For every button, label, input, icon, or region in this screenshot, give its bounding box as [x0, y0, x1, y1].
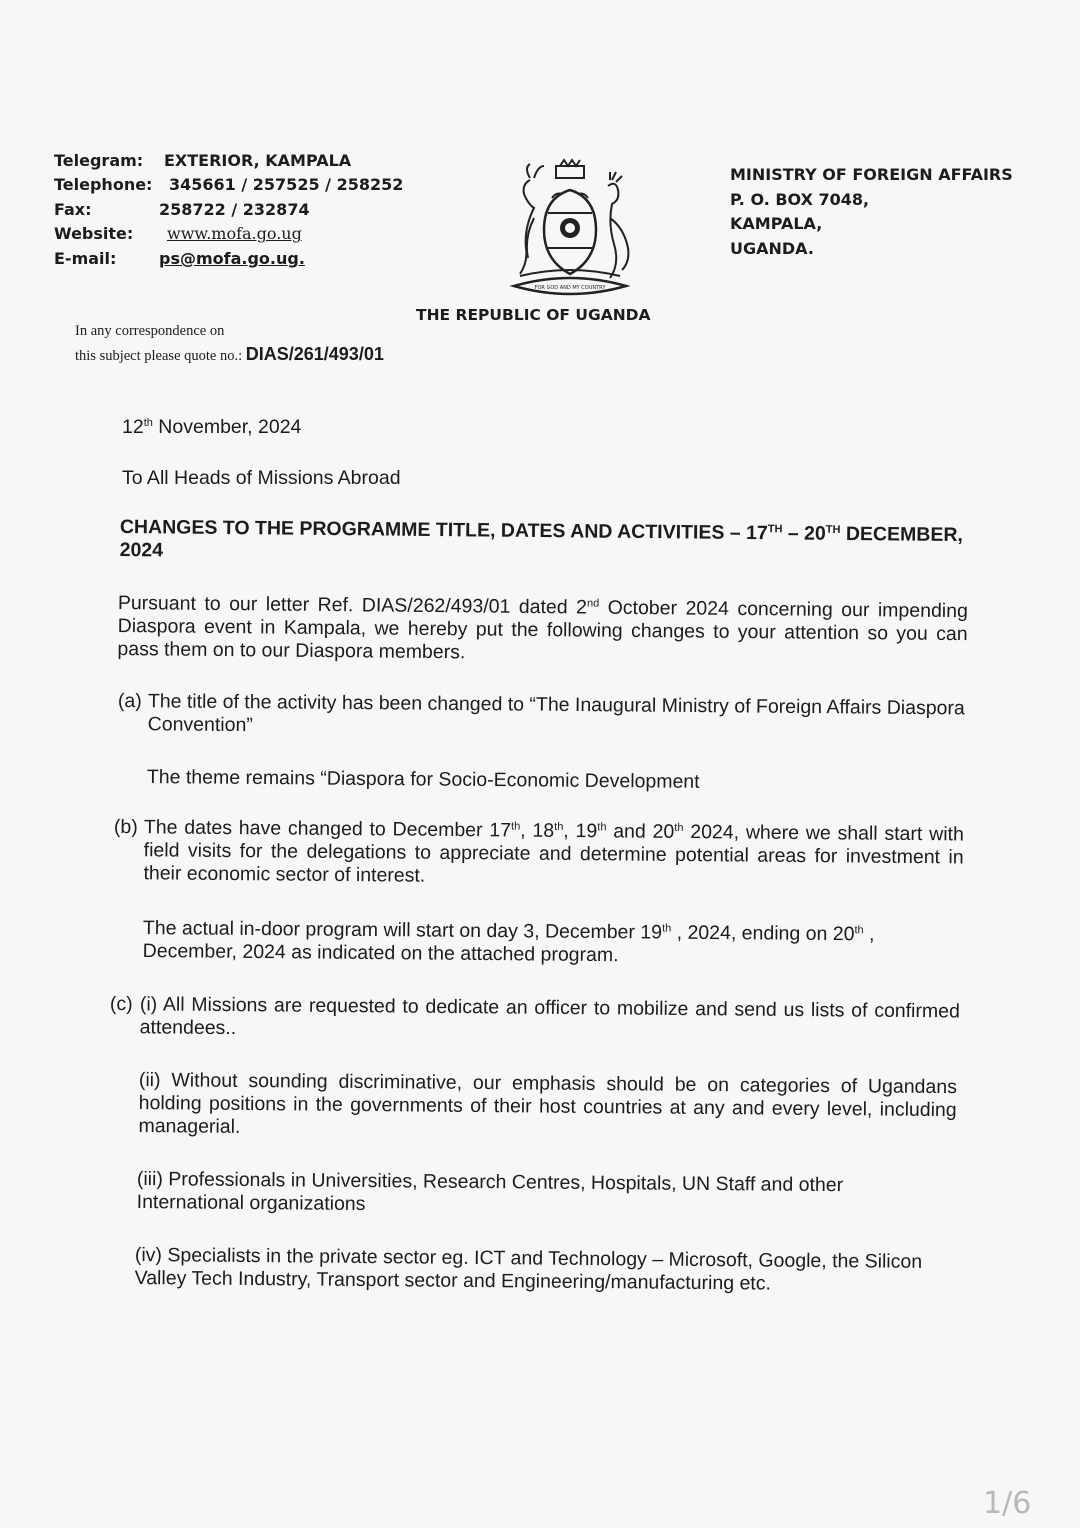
item-c-marker: (c) — [109, 993, 133, 1016]
item-b-marker: (b) — [113, 816, 138, 839]
item-c-ii: (ii) Without sounding discriminative, our emphasis should be on categories of Ugandans holding positions in the governments of their host countries at any and every level, including managerial. — [138, 1069, 957, 1138]
addressee: To All Heads of Missions Abroad — [122, 467, 401, 489]
item-a-theme: The theme remains “Diaspora for Socio-Economic Development — [146, 766, 700, 793]
ministry-country: UGANDA. — [730, 238, 814, 258]
correspondence-line-2: this subject please quote no.: — [75, 348, 243, 364]
letter-date: 12th November, 2024 — [122, 416, 302, 438]
fax-label: Fax: — [54, 199, 92, 219]
republic-title: THE REPUBLIC OF UGANDA — [416, 306, 651, 324]
fax-value: 258722 / 232874 — [159, 199, 310, 219]
letter-subject: CHANGES TO THE PROGRAMME TITLE, DATES AND ACTIVITIES – 17TH – 20TH DECEMBER, 2024 — [119, 516, 964, 562]
item-a-text: The title of the activity has been changed to “The Inaugural Ministry of Foreign Affairs Diaspora Convention” — [147, 690, 965, 737]
ministry-po-box: P. O. BOX 7048, — [730, 189, 870, 209]
item-c-iv: (iv) Specialists in the private sector eg. ICT and Technology – Microsoft, Google, the Silicon Valley Tech Industry, Transport sector and Engineering/manufacturing etc. — [134, 1244, 923, 1295]
item-c-iii: (iii) Professionals in Universities, Research Centres, Hospitals, UN Staff and other International organizations — [136, 1168, 844, 1215]
item-a — [118, 690, 966, 743]
correspondence-line-1: In any correspondence on — [75, 323, 225, 339]
item-b-text: The dates have changed to December 17th, 18th, 19th and 20th 2024, where we shall start with field visits for the delegations to appreciate and determine potential areas for investment in their economic sector of interest. — [143, 816, 964, 887]
email-link[interactable]: ps@mofa.go.ug. — [159, 248, 305, 268]
contact-block — [54, 148, 403, 271]
ministry-name: MINISTRY OF FOREIGN AFFAIRS — [730, 165, 1013, 184]
crest-motto: FOR GOD AND MY COUNTRY — [534, 285, 606, 291]
uganda-coat-of-arms-emblem — [500, 158, 640, 308]
intro-paragraph: Pursuant to our letter Ref. DIAS/262/493/01 dated 2nd October 2024 concerning our impending Diaspora event in Kampala, we hereby put the following changes to your attention so you can pass them on to our Diaspora members. — [117, 592, 968, 664]
item-c-i: (i) All Missions are requested to dedicate an officer to mobilize and send us lists of confirmed attendees.. — [139, 993, 960, 1040]
email-label: E-mail: — [54, 248, 117, 268]
website-label: Website: — [54, 224, 134, 244]
item-b — [113, 816, 964, 892]
telegram-value: EXTERIOR, KAMPALA — [164, 150, 352, 170]
ministry-address — [730, 163, 1013, 261]
website-link[interactable]: www.mofa.go.ug — [167, 224, 302, 244]
correspondence-reference — [75, 320, 384, 368]
reference-number: DIAS/261/493/01 — [245, 344, 384, 364]
ministry-city: KAMPALA, — [730, 214, 823, 233]
telephone-label: Telephone: — [54, 175, 153, 195]
item-c — [110, 993, 960, 1046]
item-a-marker: (a) — [117, 690, 142, 713]
item-b-indoor: The actual in-door program will start on day 3, December 19th , 2024, ending on 20th , December, 2024 as indicated on the attached program. — [142, 917, 875, 967]
telegram-label: Telegram: — [54, 150, 144, 170]
telephone-value: 345661 / 257525 / 258252 — [169, 175, 404, 195]
page-indicator: 1/6 — [983, 1486, 1032, 1521]
